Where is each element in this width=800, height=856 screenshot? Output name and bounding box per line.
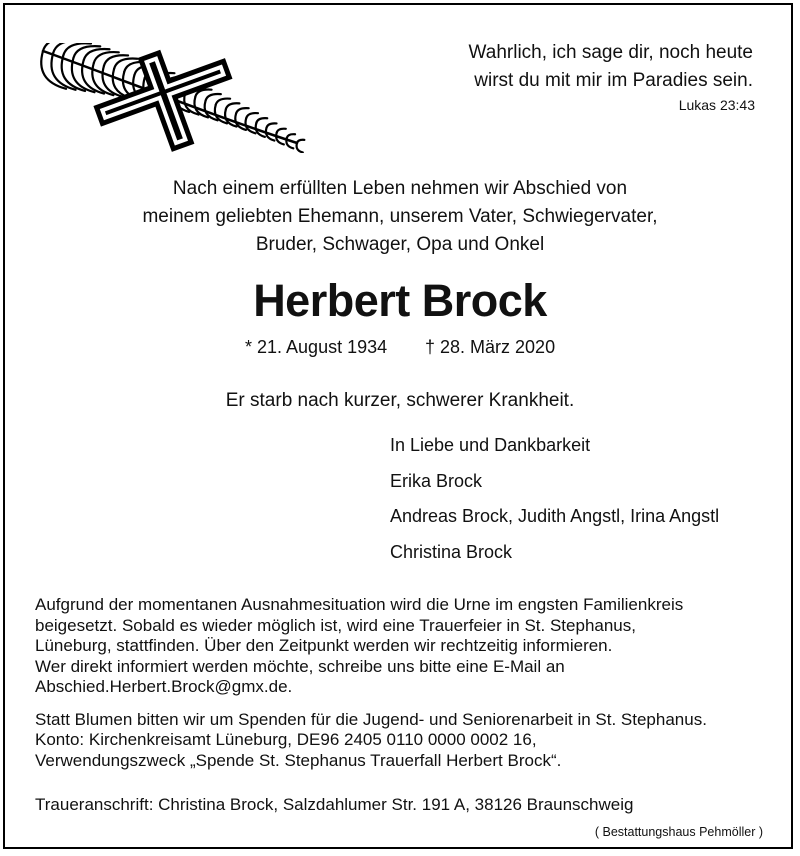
notice-email-line: Abschied.Herbert.Brock@gmx.de. (35, 677, 293, 696)
cause-of-death: Er starb nach kurzer, schwerer Krankheit. (225, 390, 575, 411)
verse-line-2: wirst du mit mir im Paradies sein. (474, 70, 753, 91)
notice-line: Lüneburg, stattfinden. Über den Zeitpunkt werden wir rechtzeitig informieren. (35, 636, 613, 655)
notice-line: Verwendungszweck „Spende St. Stephanus Trauerfall Herbert Brock“. (35, 750, 562, 770)
birth-date: * 21. August 1934 (245, 337, 388, 357)
verse-line-1: Wahrlich, ich sage dir, noch heute (468, 42, 753, 63)
intro-text (5, 175, 795, 259)
notice-line: Statt Blumen bitten wir um Spenden für die Jugend- und Seniorenarbeit in St. Stephanus. (35, 709, 707, 729)
notice-line: beigesetzt. Sobald es wieder möglich ist, wird eine Trauerfeier in St. Stephanus, (35, 615, 636, 635)
intro-line-3: Bruder, Schwager, Opa und Onkel (255, 234, 545, 255)
mourner-name: Christina Brock (390, 541, 513, 562)
notice-line: Wer direkt informiert werden möchte, schreibe uns bitte eine E-Mail an (35, 656, 565, 676)
deceased-name: Herbert Brock (253, 275, 547, 326)
notice-paragraph-2 (35, 710, 785, 772)
verse-reference: Lukas 23:43 (678, 97, 755, 113)
mourners-heading: In Liebe und Dankbarkeit (390, 435, 591, 455)
funeral-home: ( Bestattungshaus Pehmöller ) (594, 825, 763, 839)
bible-verse (469, 39, 753, 95)
mourners-list (390, 433, 719, 575)
mourner-name: Andreas Brock, Judith Angstl, Irina Angstl (390, 506, 720, 526)
mourner-name: Erika Brock (390, 470, 483, 491)
death-date: † 28. März 2020 (425, 337, 556, 357)
cross-with-palm-frond-icon (35, 43, 310, 153)
intro-line-1: Nach einem erfüllten Leben nehmen wir Abschied von (172, 178, 628, 199)
notice-text (35, 595, 785, 783)
notice-line: Aufgrund der momentanen Ausnahmesituation wird die Urne im engsten Familienkreis (35, 595, 684, 614)
notice-paragraph-1 (35, 595, 785, 698)
mourning-address: Traueranschrift: Christina Brock, Salzdahlumer Str. 191 A, 38126 Braunschweig (35, 795, 634, 814)
obituary-notice (3, 3, 793, 849)
intro-line-2: meinem geliebten Ehemann, unserem Vater, Schwiegervater, (142, 206, 658, 227)
notice-line: Konto: Kirchenkreisamt Lüneburg, DE96 2405 0110 0000 0002 16, (35, 730, 537, 749)
